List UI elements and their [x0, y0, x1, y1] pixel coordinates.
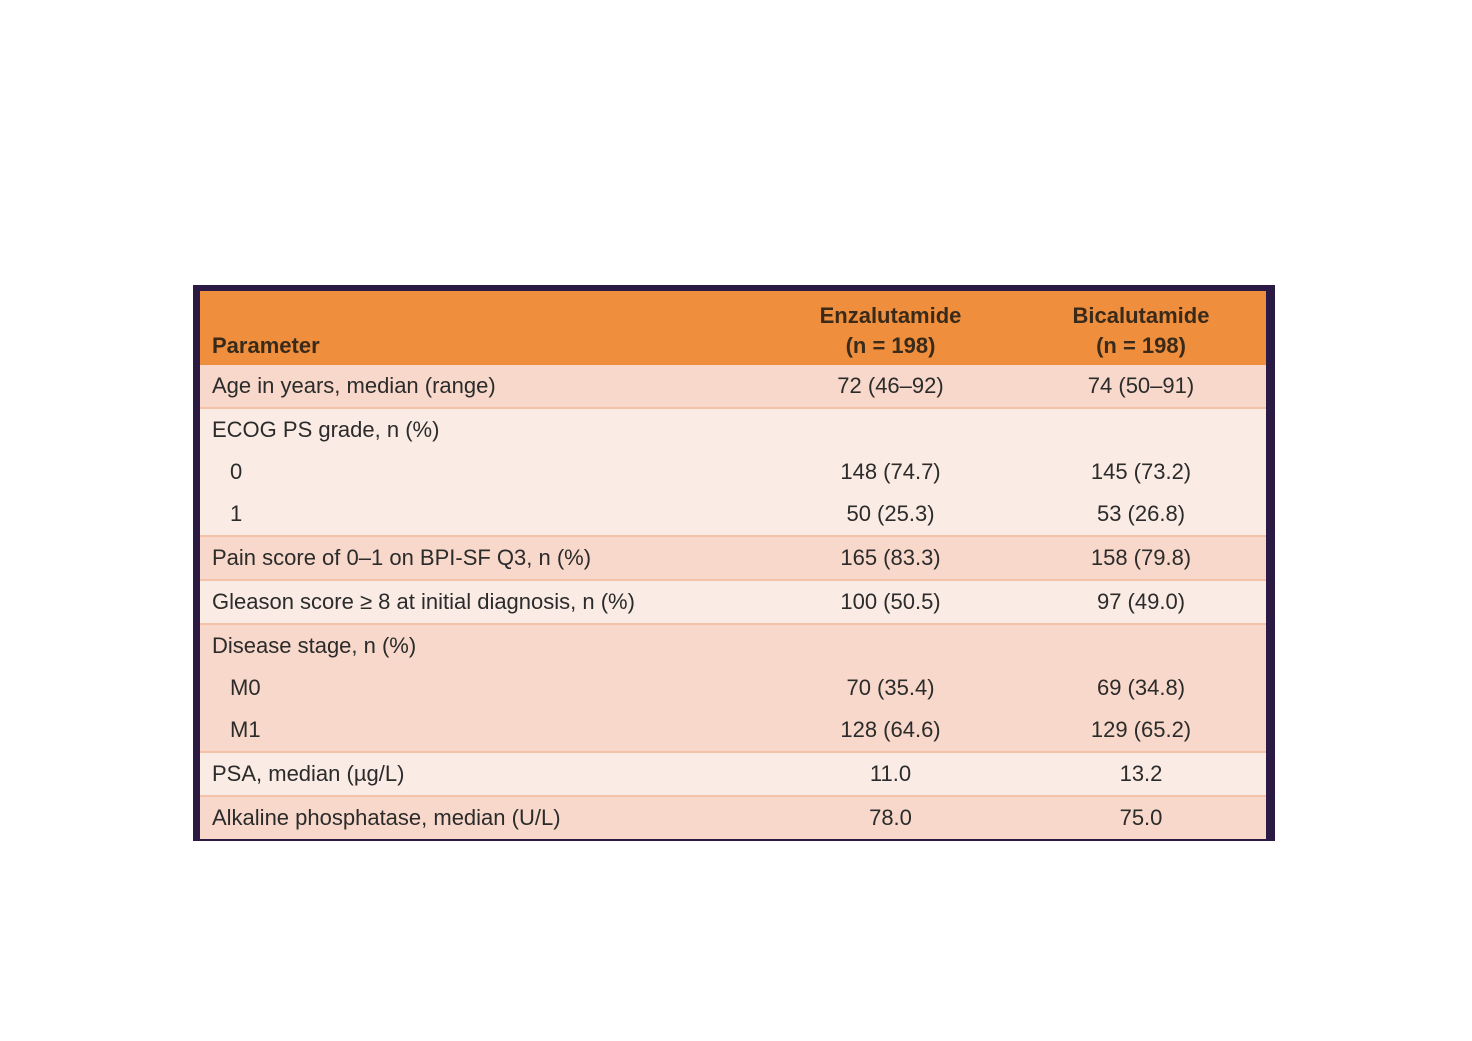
- bicalutamide-value: 97 (49.0): [1016, 580, 1266, 624]
- row-label: Age in years, median (range): [200, 365, 765, 408]
- row-label: PSA, median (µg/L): [200, 752, 765, 796]
- enzalutamide-value: 11.0: [765, 752, 1016, 796]
- header-bicalutamide-n: (n = 198): [1096, 333, 1186, 358]
- table-row-psa: [200, 752, 1266, 796]
- bicalutamide-value: 158 (79.8): [1016, 536, 1266, 580]
- enzalutamide-value: 128 (64.6): [765, 709, 1016, 752]
- enzalutamide-value: 72 (46–92): [765, 365, 1016, 408]
- row-label: M0: [200, 667, 765, 709]
- header-bicalutamide: [1016, 291, 1266, 365]
- header-bicalutamide-name: Bicalutamide: [1072, 303, 1210, 328]
- header-enzalutamide: [765, 291, 1016, 365]
- table-row-disease-stage-heading: [200, 624, 1266, 667]
- bicalutamide-value: 75.0: [1016, 796, 1266, 839]
- table-row-m1: [200, 709, 1266, 752]
- table-row-ecog-heading: [200, 408, 1266, 451]
- bicalutamide-value: [1016, 408, 1266, 451]
- header-enzalutamide-name: Enzalutamide: [819, 303, 962, 328]
- bicalutamide-value: 129 (65.2): [1016, 709, 1266, 752]
- row-label: Pain score of 0–1 on BPI-SF Q3, n (%): [200, 536, 765, 580]
- bicalutamide-value: 74 (50–91): [1016, 365, 1266, 408]
- header-enzalutamide-n: (n = 198): [845, 333, 936, 358]
- header-row: [200, 291, 1266, 365]
- enzalutamide-value: 165 (83.3): [765, 536, 1016, 580]
- table-row-pain-score: [200, 536, 1266, 580]
- bicalutamide-value: 145 (73.2): [1016, 451, 1266, 493]
- enzalutamide-value: [765, 624, 1016, 667]
- header-parameter: Parameter: [200, 291, 765, 365]
- enzalutamide-value: [765, 408, 1016, 451]
- table-row-gleason: [200, 580, 1266, 624]
- row-label: Alkaline phosphatase, median (U/L): [200, 796, 765, 839]
- table-row-alkaline-phosphatase: [200, 796, 1266, 839]
- row-label: 0: [200, 451, 765, 493]
- table-body: [200, 365, 1266, 839]
- enzalutamide-value: 70 (35.4): [765, 667, 1016, 709]
- bicalutamide-value: 69 (34.8): [1016, 667, 1266, 709]
- enzalutamide-value: 148 (74.7): [765, 451, 1016, 493]
- enzalutamide-value: 50 (25.3): [765, 493, 1016, 536]
- table-frame: [193, 285, 1275, 841]
- bicalutamide-value: 13.2: [1016, 752, 1266, 796]
- row-label: Gleason score ≥ 8 at initial diagnosis, n (%): [200, 580, 765, 624]
- row-label: Disease stage, n (%): [200, 624, 765, 667]
- table-row-age: [200, 365, 1266, 408]
- enzalutamide-value: 78.0: [765, 796, 1016, 839]
- bicalutamide-value: 53 (26.8): [1016, 493, 1266, 536]
- table-header: [200, 291, 1266, 365]
- table-row-ecog-1: [200, 493, 1266, 536]
- table-row-m0: [200, 667, 1266, 709]
- enzalutamide-value: 100 (50.5): [765, 580, 1016, 624]
- row-label: ECOG PS grade, n (%): [200, 408, 765, 451]
- row-label: 1: [200, 493, 765, 536]
- row-label: M1: [200, 709, 765, 752]
- bicalutamide-value: [1016, 624, 1266, 667]
- table-row-ecog-0: [200, 451, 1266, 493]
- baseline-characteristics-table: [200, 291, 1266, 839]
